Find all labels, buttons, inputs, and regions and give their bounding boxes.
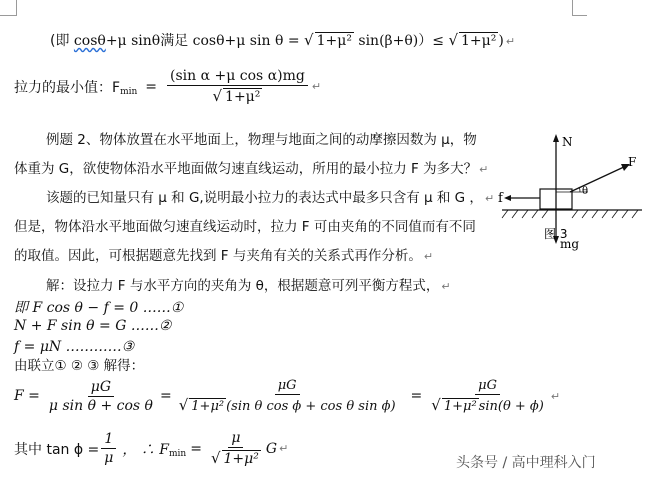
condition-text: +μ sinθ满足 cosθ+μ sin θ = — [105, 33, 300, 49]
pull-force-label: F — [628, 155, 637, 169]
fraction-2: $\frac{\mu G}{\text{√ 1+μ² (sin θ cos ϕ + cos θ sin ϕ)}}$ — [178, 378, 396, 414]
tan-fraction: $\frac{1}{\mu}$ — [101, 431, 116, 466]
ground-hatching — [502, 210, 638, 218]
paragraph-mark: ↵ — [311, 80, 322, 93]
paragraph-mark: ↵ — [505, 35, 516, 48]
min-force-result-fraction: $\frac{\mu}{\text{√ 1+μ²}}$ — [210, 430, 259, 467]
fraction-3: $\frac{\mu G}{\text{√ 1+μ² sin(θ + ϕ)}}$ — [431, 378, 544, 414]
equation-3: f = μN …………③ — [14, 339, 135, 355]
min-force-fraction: $\frac{\text{(sin α +μ cos α)mg}}{\text{√ 1+μ²}}$ — [167, 68, 308, 105]
force-derivation: F = $\frac{\mu G}{\text{μ sin θ + cos θ}}$ = $\frac{\mu G}{\text{√ 1+μ² (sin θ cos ϕ + cos θ sin ϕ)}}$ = $\frac{\mu G}{\text{√ 1+μ² sin(θ + ϕ)}}$ ↵ — [14, 378, 561, 414]
equation-1: 即 F cos θ − f = 0 ……① — [14, 300, 184, 316]
equals-sign: = — [145, 78, 158, 95]
force-label: F = — [14, 388, 40, 404]
intro-formula-line: (即 cosθ+μ sinθ满足 cosθ+μ sin θ = √ 1+μ² sin(β+θ)）≤ √ 1+μ² ) ↵ — [50, 31, 516, 49]
weight-label: mg — [560, 237, 580, 251]
close-paren: ) — [498, 33, 504, 49]
combine-text: 由联立① ② ③ 解得： — [14, 358, 145, 374]
equation-2: N + F sin θ = G ……② — [14, 318, 172, 334]
friction-label: f — [498, 191, 503, 206]
figure-caption: 图 3 — [544, 227, 568, 241]
example-paragraph — [14, 126, 494, 271]
example-line-2: 体重为 G，欲使物体沿水平地面做匀速直线运动，所用的最小拉力 F 为多大？ ↵ — [14, 161, 489, 177]
min-force-label: 拉力的最小值：F — [14, 79, 121, 96]
watermark: 头条号 / 高中理科入门 — [456, 455, 596, 471]
final-result: 其中 tan ϕ = $\frac{1}{\mu}$ ， ∴ F $_{min}$ = $\frac{\mu}{\text{√ 1+μ²}}$ G ↵ — [14, 430, 289, 467]
sqrt-term-1: 1+μ² — [316, 33, 352, 49]
fraction-1: $\frac{\mu G}{\text{μ sin θ + cos θ}}$ — [48, 378, 153, 414]
open-paren: (即 — [50, 33, 70, 49]
min-force-numerator: (sin α +μ cos α)mg — [167, 68, 308, 86]
min-force-denominator: 1+μ² — [225, 89, 261, 105]
sin-sum-text: sin(β+θ)）≤ — [358, 33, 444, 49]
example-line-5: 的取值。因此，可根据题意先找到 F 与夹角有关的关系式再作分析。 ↵ — [14, 248, 434, 264]
example-line-4: 但是，物体沿水平地面做匀速直线运动时，拉力 F 可由夹角的不同值而有不同 — [14, 219, 476, 235]
theta-label: θ — [582, 186, 589, 197]
min-subscript: min — [120, 86, 138, 97]
force-diagram — [496, 132, 646, 252]
margin-mark-top-right — [572, 0, 587, 16]
min-force-formula — [14, 68, 321, 105]
margin-mark-top-left — [0, 0, 17, 16]
solution-intro: 解：设拉力 F 与水平方向的夹角为 θ，根据题意可列平衡方程式， ↵ — [46, 278, 451, 294]
cos-theta-term: cosθ — [73, 33, 106, 49]
sqrt-term-2: 1+μ² — [461, 33, 497, 49]
example-line-1: 例题 2、物体放置在水平地面上，物理与地面之间的动摩擦因数为 μ，物 — [46, 132, 477, 148]
where-label: 其中 tan ϕ = — [14, 441, 100, 458]
normal-force-label: N — [562, 135, 573, 149]
example-line-3: 该题的已知量只有 μ 和 G,说明最小拉力的表达式中最多只含有 μ 和 G ， ↵ — [46, 190, 495, 206]
pull-force-arrow — [570, 166, 626, 192]
